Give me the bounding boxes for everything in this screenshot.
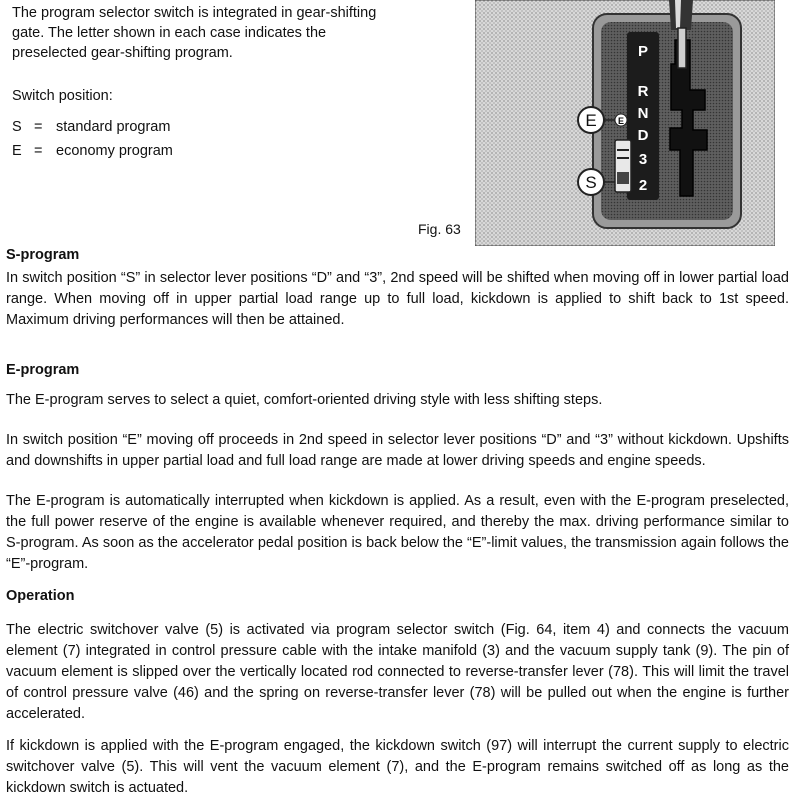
e-program-paragraph-2: In switch position “E” moving off proceeds in 2nd speed in selector lever positions “D” and “3” without kickdown. Upshifts and downshifts in upper partial load and full load range are made at lower driving speeds and engine speeds. (6, 432, 789, 469)
definition-equals: = (34, 119, 43, 135)
gear-gate-figure (475, 0, 775, 246)
operation-paragraph-1: The electric switchover valve (5) is activated via program selector switch (Fig. 64, item 4) and connects the vacuum element (7) integrated in control pressure cable with the intake manifold (3) and the vacuum supply tank (9). The pin of vacuum element is slipped over the vertically located rod connected to reverse-transfer lever (78). This will limit the travel of control pressure valve (46) and the spring on reverse-transfer lever (78) will be pulled out when the engine is further accelerated. (6, 622, 789, 722)
gate-letter-3: 3 (638, 151, 648, 168)
gate-letter-r: R (637, 83, 649, 100)
switch-position-title: Switch position: (12, 88, 113, 104)
gate-letter-2: 2 (638, 177, 648, 194)
intro-paragraph: The program selector switch is integrated in gear-shifting gate. The letter shown in each case indicates the preselected gear-shifting program. (12, 5, 377, 61)
definition-key: S (12, 119, 22, 135)
definition-e (12, 141, 173, 161)
gate-letter-n: N (637, 105, 649, 122)
gate-letter-d: D (637, 127, 649, 144)
s-program-heading: S-program (6, 247, 80, 263)
definition-s (12, 117, 170, 137)
callout-e-label: E (585, 111, 597, 130)
definition-equals: = (34, 143, 43, 159)
program-selector-switch (615, 140, 631, 192)
e-program-paragraph-3: The E-program is automatically interrupted when kickdown is applied. As a result, even with the E-program preselected, the full power reserve of the engine is available whenever required, and thereby the max. driving performance similar to S-program. As soon as the accelerator pedal position is back below the “E”-limit values, the transmission again follows the “E”-program. (6, 493, 789, 572)
selector-lever (669, 0, 693, 30)
s-program-paragraph: In switch position “S” in selector lever positions “D” and “3”, 2nd speed will be shifted when moving off in lower partial load range. When moving off in upper partial load range up to full load, kickdown is applied to shift back to 1st speed. Maximum driving performances will then be attained. (6, 270, 789, 328)
e-program-paragraph-1: The E-program serves to select a quiet, comfort-oriented driving style with less shifting steps. (6, 392, 603, 408)
definition-value: economy program (56, 143, 173, 159)
operation-paragraph-2: If kickdown is applied with the E-program engaged, the kickdown switch (97) will interrupt the current supply to electric switchover valve (5). This will vent the vacuum element (7), and the E-program remains switched off as long as the kickdown switch is actuated. (6, 738, 789, 796)
definition-value: standard program (56, 119, 171, 135)
e-indicator-letter: E (617, 116, 625, 126)
operation-heading: Operation (6, 588, 75, 604)
gate-letter-p: P (637, 43, 649, 60)
figure-caption: Fig. 63 (418, 221, 461, 237)
callout-s-label: S (585, 173, 597, 192)
definition-key: E (12, 143, 22, 159)
lever-shaft (678, 28, 686, 68)
e-program-heading: E-program (6, 362, 80, 378)
